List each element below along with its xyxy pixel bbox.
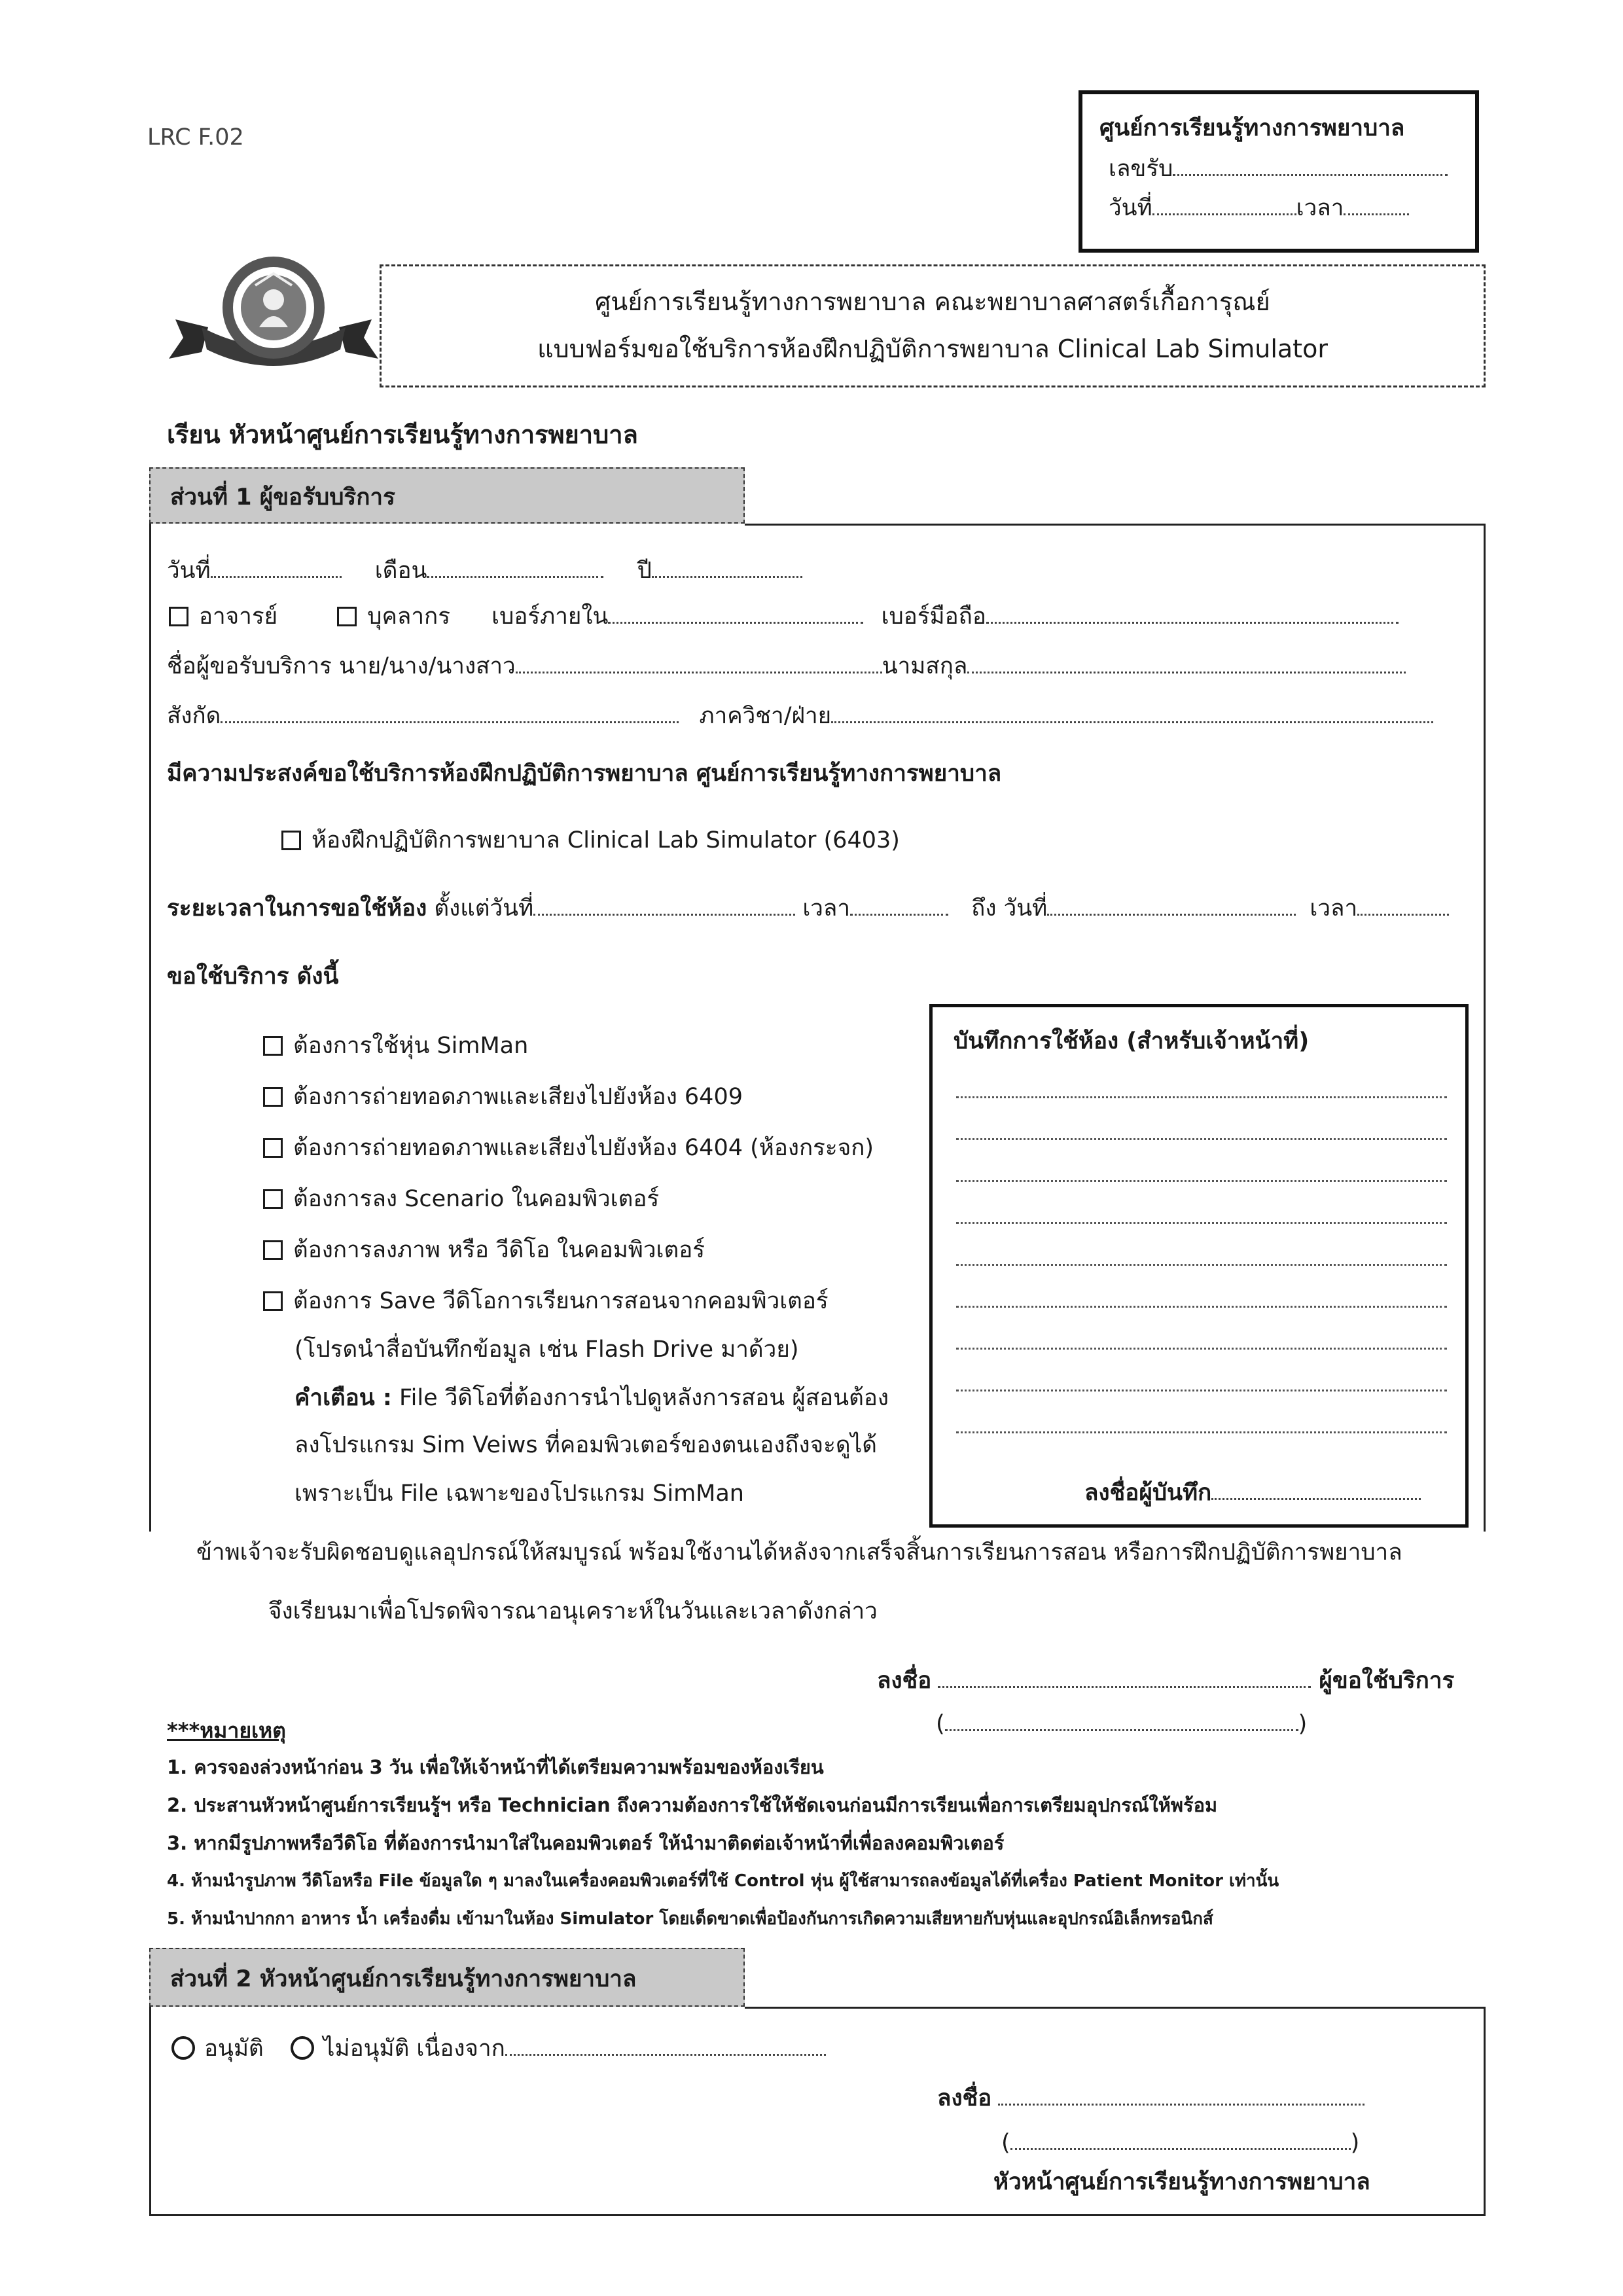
note-item: 4. ห้ามนำรูปภาพ วีดิโอหรือ File ข้อมูลใด ๆ มาลงในเครื่องคอมพิวเตอร์ที่ใช้ Control หุ่น ผู้ใช้สามารถลงข้อมูลได้ที่เครื่อง Patient Monitor เท่านั้น [167, 1871, 1279, 1891]
record-line[interactable] [956, 1138, 1447, 1140]
receipt-box [1079, 90, 1479, 253]
mobile-field[interactable] [986, 602, 1399, 624]
salutation: เรียน หัวหน้าศูนย์การเรียนรู้ทางการพยาบาล [167, 420, 638, 449]
from-date-field[interactable] [533, 894, 795, 916]
record-line[interactable] [956, 1306, 1447, 1308]
teacher-checkbox[interactable] [169, 607, 188, 626]
to-time-field[interactable] [1357, 894, 1449, 916]
form-code: LRC F.02 [147, 124, 244, 151]
form-header [380, 264, 1486, 387]
responsibility-statement: ข้าพเจ้าจะรับผิดชอบดูแลอุปกรณ์ให้สมบูรณ์ พร้อมใช้งานได้หลังจากเสร็จสิ้นการเรียนการสอน หรือการฝึกปฏิบัติการพยาบาล [196, 1539, 1402, 1566]
record-line[interactable] [956, 1222, 1447, 1224]
section2-top-rule [745, 2007, 1486, 2009]
record-line[interactable] [956, 1431, 1447, 1433]
record-line[interactable] [956, 1096, 1447, 1098]
staff-checkbox[interactable] [337, 607, 357, 626]
approve-label: อนุมัติ [204, 2036, 264, 2062]
staff-label: บุคลากร [367, 603, 451, 630]
room-checkbox[interactable] [281, 831, 301, 850]
warning-line1: คำเตือน : File วีดิโอที่ต้องการนำไปดูหลังการสอน ผู้สอนต้อง [294, 1385, 889, 1411]
record-line[interactable] [956, 1264, 1447, 1266]
request-heading: ขอใช้บริการ ดังนี้ [167, 963, 339, 990]
option-checkbox[interactable] [263, 1036, 283, 1056]
option-checkbox[interactable] [263, 1240, 283, 1260]
affiliation-row: สังกัด ภาควิชา/ฝ่าย [167, 702, 1433, 730]
option-checkbox[interactable] [263, 1138, 283, 1158]
usage-record-box [929, 1004, 1469, 1528]
section1-title: ส่วนที่ 1 ผู้ขอรับบริการ [170, 484, 395, 511]
record-title: บันทึกการใช้ห้อง (สำหรับเจ้าหน้าที่) [954, 1028, 1310, 1054]
receipt-no: เลขรับ [1109, 154, 1448, 183]
section1-top-rule [745, 524, 1486, 526]
purpose-text: มีความประสงค์ขอใช้บริการห้องฝึกปฏิบัติการพยาบาล ศูนย์การเรียนรู้ทางการพยาบาล [167, 761, 1002, 787]
surname-field[interactable] [967, 652, 1406, 673]
name-row: ชื่อผู้ขอรับบริการ นาย/นาง/นางสาว นามสกุล [167, 652, 1406, 681]
dept-field[interactable] [831, 702, 1433, 723]
option-simman[interactable]: ต้องการใช้หุ่น SimMan [263, 1031, 528, 1060]
name-field[interactable] [516, 652, 882, 673]
section2-header [149, 1948, 745, 2007]
reject-label: ไม่อนุมัติ เนื่องจาก [323, 2036, 505, 2062]
requester-name-parens[interactable]: ( ) [936, 1711, 1308, 1737]
option-checkbox[interactable] [263, 1189, 283, 1209]
head-sign-field[interactable] [998, 2084, 1364, 2106]
role-row: อาจารย์ บุคลากร เบอร์ภายใน เบอร์มือถือ [169, 602, 1399, 631]
section1-header [149, 467, 745, 524]
affiliation-field[interactable] [221, 702, 679, 723]
teacher-label: อาจารย์ [199, 603, 278, 630]
head-title: หัวหน้าศูนย์การเรียนรู้ทางการพยาบาล [993, 2169, 1370, 2195]
ext-field[interactable] [608, 602, 863, 624]
head-signature: ลงชื่อ [937, 2084, 1364, 2113]
head-name-parens[interactable]: ( ) [1001, 2130, 1360, 2156]
header-line2: แบบฟอร์มขอใช้บริการห้องฝึกปฏิบัติการพยาบาล Clinical Lab Simulator [537, 334, 1328, 363]
bring-note: (โปรดนำสื่อบันทึกข้อมูล เช่น Flash Drive มาด้วย) [294, 1336, 799, 1363]
consideration-request: จึงเรียนมาเพื่อโปรดพิจารณาอนุเคราะห์ในวันและเวลาดังกล่าว [268, 1598, 878, 1624]
option-scenario[interactable]: ต้องการลง Scenario ในคอมพิวเตอร์ [263, 1185, 659, 1213]
option-checkbox[interactable] [263, 1291, 283, 1311]
to-date-field[interactable] [1047, 894, 1296, 916]
record-line[interactable] [956, 1180, 1447, 1182]
option-save-video[interactable]: ต้องการ Save วีดิโอการเรียนการสอนจากคอมพิวเตอร์ [263, 1287, 829, 1316]
option-stream-6404[interactable]: ต้องการถ่ายทอดภาพและเสียงไปยังห้อง 6404 (ห้องกระจก) [263, 1134, 874, 1162]
requester-signature: ลงชื่อ ผู้ขอใช้บริการ [877, 1668, 1455, 1694]
receipt-date-time: วันที่ เวลา [1109, 194, 1409, 223]
record-sign: ลงชื่อผู้บันทึก [1084, 1479, 1421, 1507]
request-date-row: วันที่ เดือน ปี [167, 556, 802, 585]
notes-title: ***หมายเหตุ [167, 1718, 286, 1743]
receipt-title: ศูนย์การเรียนรู้ทางการพยาบาล [1099, 115, 1405, 141]
note-item: 3. หากมีรูปภาพหรือวีดิโอ ที่ต้องการนำมาใส่ในคอมพิวเตอร์ ให้นำมาติดต่อเจ้าหน้าที่เพื่อลงคอมพิวเตอร์ [167, 1832, 1005, 1854]
requester-sign-field[interactable] [938, 1666, 1311, 1688]
note-item: 1. ควรจองล่วงหน้าก่อน 3 วัน เพื่อให้เจ้าหน้าที่ได้เตรียมความพร้อมของห้องเรียน [167, 1756, 824, 1778]
option-media[interactable]: ต้องการลงภาพ หรือ วีดิโอ ในคอมพิวเตอร์ [263, 1236, 705, 1265]
note-item: 5. ห้ามนำปากกา อาหาร น้ำ เครื่องดื่ม เข้ามาในห้อง Simulator โดยเด็ดขาดเพื่อป้องกันการเกิดความเสียหายกับหุ่นและอุปกรณ์อิเล็กทรอนิกส์ [167, 1909, 1213, 1929]
faculty-logo [162, 254, 385, 372]
note-item: 2. ประสานหัวหน้าศูนย์การเรียนรู้ฯ หรือ Technician ถึงความต้องการใช้ให้ชัดเจนก่อนมีการเรียนเพื่อการเตรียมอุปกรณ์ให้พร้อม [167, 1794, 1218, 1816]
approval-row [171, 2034, 826, 2063]
record-line[interactable] [956, 1348, 1447, 1350]
warning-line2: ลงโปรแกรม Sim Veiws ที่คอมพิวเตอร์ของตนเองถึงจะดูได้ [294, 1432, 877, 1458]
approve-radio[interactable] [171, 2036, 195, 2060]
header-line1: ศูนย์การเรียนรู้ทางการพยาบาล คณะพยาบาลศาสตร์เกื้อการุณย์ [595, 287, 1270, 316]
section2-title: ส่วนที่ 2 หัวหน้าศูนย์การเรียนรู้ทางการพยาบาล [170, 1966, 637, 1992]
reject-reason-field[interactable] [505, 2034, 826, 2056]
from-time-field[interactable] [850, 894, 948, 916]
room-option[interactable]: ห้องฝึกปฏิบัติการพยาบาล Clinical Lab Simulator (6403) [281, 826, 900, 855]
warning-line3: เพราะเป็น File เฉพาะของโปรแกรม SimMan [294, 1480, 744, 1507]
period-row: ระยะเวลาในการขอใช้ห้อง ตั้งแต่วันที่ เวลา ถึง วันที่ เวลา [167, 894, 1449, 923]
option-checkbox[interactable] [263, 1087, 283, 1107]
option-stream-6409[interactable]: ต้องการถ่ายทอดภาพและเสียงไปยังห้อง 6409 [263, 1083, 743, 1111]
record-line[interactable] [956, 1390, 1447, 1391]
reject-radio[interactable] [291, 2036, 314, 2060]
